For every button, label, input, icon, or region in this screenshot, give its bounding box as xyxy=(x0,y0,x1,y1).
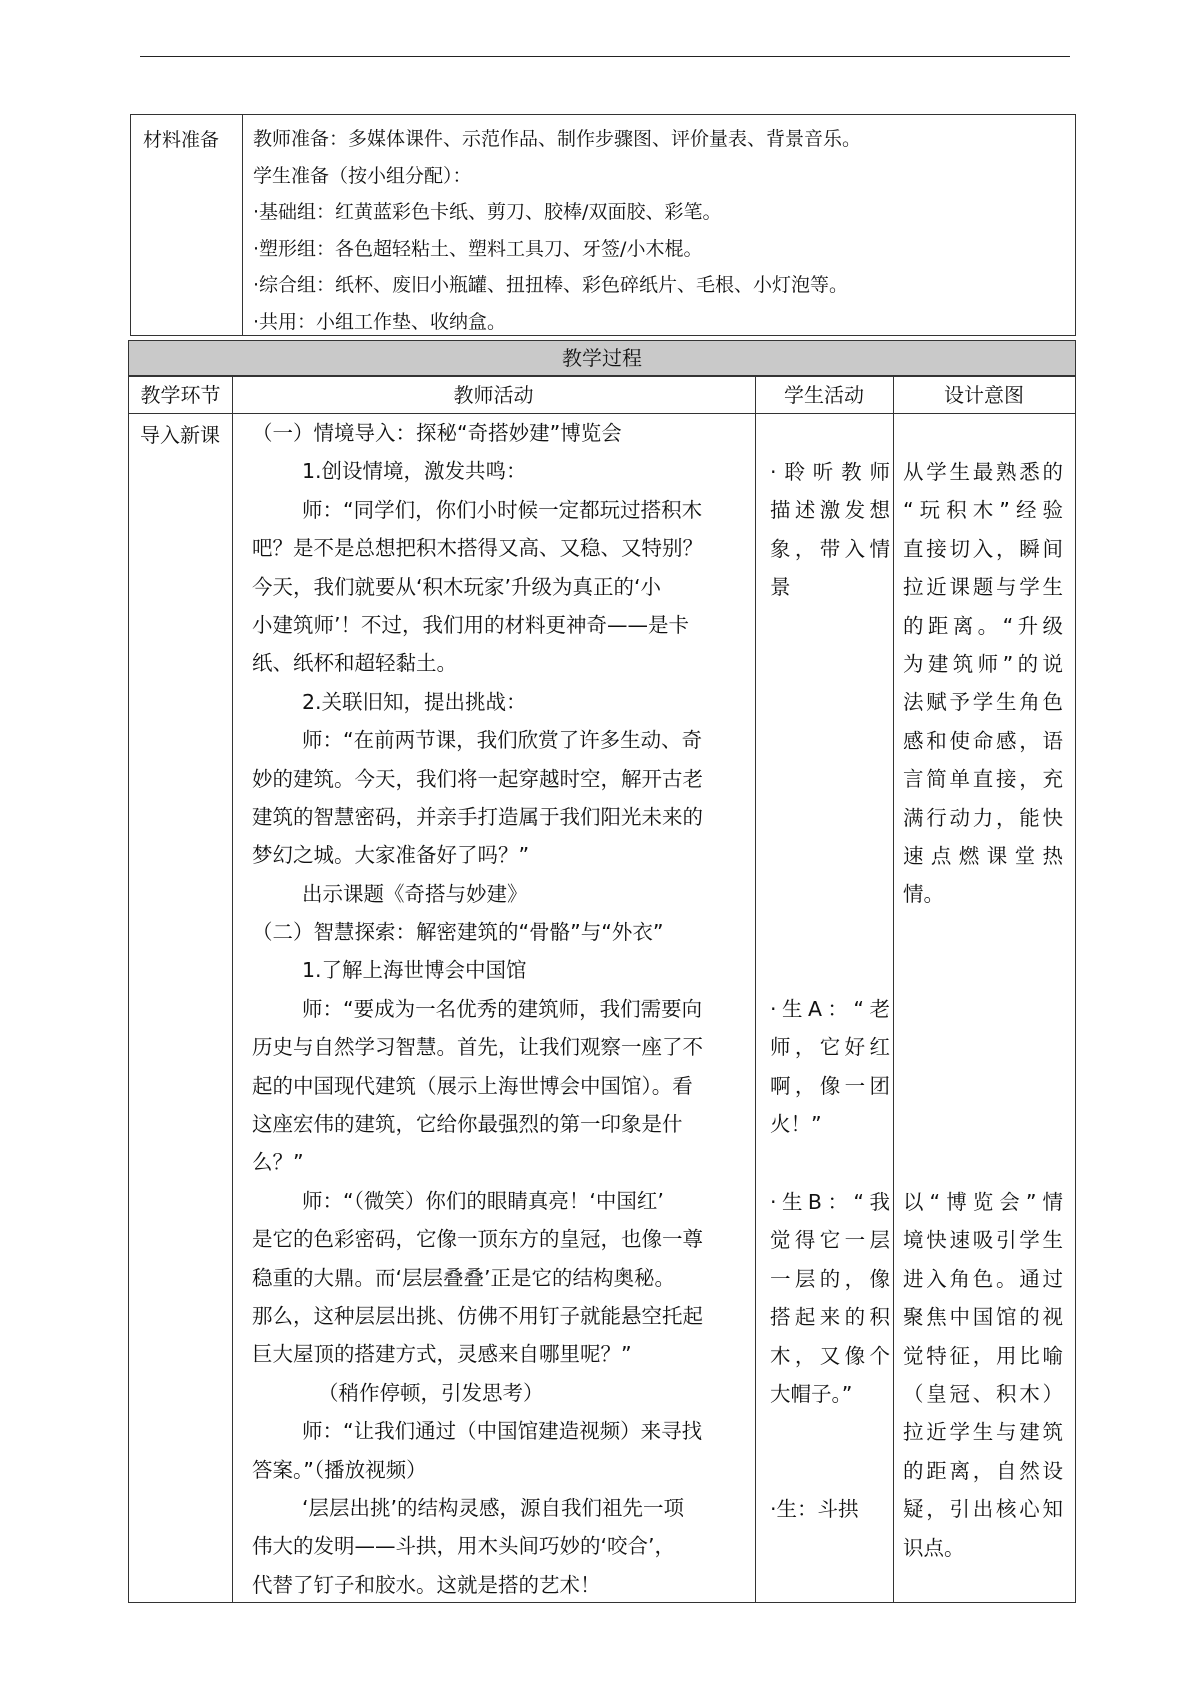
teacher-line: 师：“要成为一名优秀的建筑师，我们需要向 xyxy=(302,996,703,1021)
teacher-line: 纸、纸杯和超轻黏土。 xyxy=(252,651,457,676)
teacher-line: 答案。”（播放视频） xyxy=(252,1457,427,1482)
student-line: 木，又像个 xyxy=(770,1343,890,1368)
student-line: 大帽子。” xyxy=(770,1381,853,1406)
teacher-line: 建筑的智慧密码，并亲手打造属于我们阳光未来的 xyxy=(252,804,703,829)
design-line: 疑，引出核心知 xyxy=(903,1497,1063,1522)
design-line: 从学生最熟悉的 xyxy=(903,460,1063,484)
design-line: （皇冠、积木） xyxy=(903,1381,1063,1406)
teacher-line: 1.了解上海世博会中国馆 xyxy=(302,958,527,983)
materials-label: 材料准备 xyxy=(131,115,243,335)
materials-line: 教师准备：多媒体课件、示范作品、制作步骤图、评价量表、背景音乐。 xyxy=(253,128,862,150)
materials-line: 学生准备（按小组分配）： xyxy=(253,164,472,187)
student-line: ·生：斗拱 xyxy=(770,1497,859,1521)
design-line: 满行动力，能快 xyxy=(903,805,1063,830)
student-line: 火！” xyxy=(770,1112,822,1137)
header-student: 学生活动 xyxy=(784,383,864,407)
design-block-1 xyxy=(903,453,1063,914)
header-design: 设计意图 xyxy=(944,383,1024,407)
design-line: 拉近课题与学生 xyxy=(903,575,1063,600)
design-line: 为建筑师”的说 xyxy=(903,651,1063,676)
teacher-line: 妙的建筑。今天，我们将一起穿越时空，解开古老 xyxy=(252,766,703,791)
student-line: 一层的，像 xyxy=(770,1266,890,1291)
column-divider xyxy=(232,377,233,1602)
design-line: “玩积木”经验 xyxy=(903,498,1063,523)
design-line: 境快速吸引学生 xyxy=(903,1228,1063,1253)
teacher-line: 巨大屋顶的搭建方式，灵感来自哪里呢？” xyxy=(252,1342,632,1367)
student-block-1 xyxy=(770,453,890,607)
teacher-line: 师：“在前两节课，我们欣赏了许多生动、奇 xyxy=(302,728,703,753)
materials-content xyxy=(253,121,1073,340)
teacher-line: 历史与自然学习智慧。首先，让我们观察一座了不 xyxy=(252,1035,703,1060)
materials-row xyxy=(130,114,1076,336)
student-line: 搭起来的积 xyxy=(770,1305,890,1330)
stage-label: 导入新课 xyxy=(140,423,220,447)
design-line: 言简单直接，充 xyxy=(903,767,1063,792)
design-line: 的距离。“升级 xyxy=(903,613,1063,638)
header-stage: 教学环节 xyxy=(140,383,221,407)
teacher-line: 出示课题《奇搭与妙建》 xyxy=(302,881,528,906)
teacher-line: 伟大的发明——斗拱，用木头间巧妙的‘咬合’， xyxy=(252,1534,676,1559)
teacher-line: 么？” xyxy=(252,1150,304,1175)
design-line: 速点燃课堂热 xyxy=(903,843,1063,868)
student-block-2 xyxy=(770,990,890,1144)
teacher-line: （稍作停顿，引发思考） xyxy=(318,1380,544,1405)
student-line: 觉得它一层 xyxy=(770,1228,890,1253)
design-line: 拉近学生与建筑 xyxy=(903,1420,1063,1445)
header-rule xyxy=(140,56,1070,57)
teacher-activity xyxy=(252,414,752,1604)
student-line: 描述激发想 xyxy=(770,498,890,523)
student-block-4 xyxy=(770,1490,890,1528)
materials-line: ·基础组：红黄蓝彩色卡纸、剪刀、胶棒/双面胶、彩笔。 xyxy=(253,201,722,223)
design-line: 识点。 xyxy=(903,1535,965,1560)
teacher-line: 今天，我们就要从‘积木玩家’升级为真正的‘小 xyxy=(252,574,662,599)
student-block-3 xyxy=(770,1183,890,1413)
teacher-line: 那么，这种层层出挑、仿佛不用钉子就能悬空托起 xyxy=(252,1303,703,1328)
student-line: 景 xyxy=(770,575,791,600)
student-line: ·生B：“我 xyxy=(770,1190,890,1214)
student-line: 师，它好红 xyxy=(770,1035,890,1060)
teacher-line: 稳重的大鼎。而‘层层叠叠’正是它的结构奥秘。 xyxy=(252,1265,676,1290)
student-line: ·生A：“老 xyxy=(770,997,890,1021)
column-divider xyxy=(755,377,756,1602)
teacher-line: 2.关联旧知，提出挑战： xyxy=(302,689,527,714)
teacher-line: 这座宏伟的建筑，它给你最强烈的第一印象是什 xyxy=(252,1112,683,1137)
teacher-line: （二）智慧探索：解密建筑的“骨骼”与“外衣” xyxy=(252,920,664,945)
design-line: 聚焦中国馆的视 xyxy=(903,1305,1063,1330)
teacher-line: 起的中国现代建筑（展示上海世博会中国馆）。看 xyxy=(252,1073,693,1098)
teacher-line: 师：“（微笑）你们的眼睛真亮！‘中国红’ xyxy=(302,1188,664,1213)
teacher-line: 师：“让我们通过（中国馆建造视频）来寻找 xyxy=(302,1419,703,1444)
design-line: 情。 xyxy=(903,882,944,907)
materials-line: ·综合组：纸杯、废旧小瓶罐、扭扭棒、彩色碎纸片、毛根、小灯泡等。 xyxy=(253,274,849,296)
column-divider xyxy=(893,377,894,1602)
materials-line: ·塑形组：各色超轻粘土、塑料工具刀、牙签/小木棍。 xyxy=(253,237,703,260)
student-line: 象，带入情 xyxy=(770,536,890,561)
design-line: 觉特征，用比喻 xyxy=(903,1343,1063,1368)
design-line: 直接切入，瞬间 xyxy=(903,536,1063,561)
teacher-line: 是它的色彩密码，它像一顶东方的皇冠，也像一尊 xyxy=(252,1227,703,1252)
teacher-line: 1.创设情境，激发共鸣： xyxy=(302,459,527,484)
design-line: 的距离，自然设 xyxy=(903,1458,1063,1483)
teacher-line: （一）情境导入：探秘“奇搭妙建”博览会 xyxy=(252,421,622,445)
design-line: 法赋予学生角色 xyxy=(903,690,1063,715)
design-line: 感和使命感，语 xyxy=(903,728,1063,753)
process-title: 教学过程 xyxy=(128,340,1076,376)
design-line: 进入角色。通过 xyxy=(903,1266,1063,1291)
design-line: 以“博览会”情 xyxy=(903,1190,1063,1214)
materials-line: ·共用：小组工作垫、收纳盒。 xyxy=(253,310,507,333)
teacher-line: 师：“同学们，你们小时候一定都玩过搭积木 xyxy=(302,497,703,522)
student-line: 啊，像一团 xyxy=(770,1073,890,1098)
teacher-line: 代替了钉子和胶水。这就是搭的艺术！ xyxy=(252,1572,601,1597)
design-block-2 xyxy=(903,1183,1063,1567)
header-teacher: 教师活动 xyxy=(453,383,534,407)
student-line: ·聆听教师 xyxy=(770,460,890,484)
teacher-line: 吧？是不是总想把积木搭得又高、又稳、又特别？ xyxy=(252,536,703,561)
teacher-line: 小建筑师’！不过，我们用的材料更神奇——是卡 xyxy=(252,612,690,637)
teacher-line: ‘层层出挑’的结构灵感，源自我们祖先一项 xyxy=(302,1495,685,1520)
teacher-line: 梦幻之城。大家准备好了吗？” xyxy=(252,843,530,868)
